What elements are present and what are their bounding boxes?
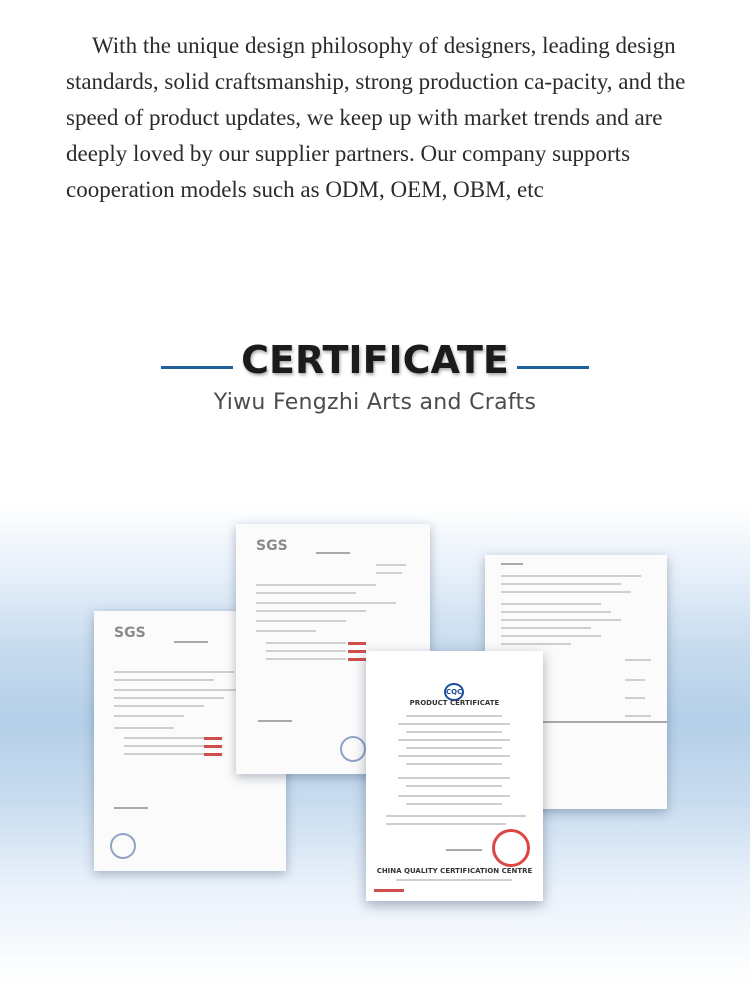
doc-line [406, 747, 502, 749]
title-rule-right [517, 366, 589, 369]
certificate-subtitle: Yiwu Fengzhi Arts and Crafts [213, 390, 537, 415]
sgs-stamp [340, 736, 366, 762]
doc-line [256, 592, 356, 594]
cqc-certificate-title: PRODUCT CERTIFICATE [409, 699, 500, 707]
signature-line [114, 807, 148, 809]
doc-line [114, 671, 234, 673]
intro-paragraph: With the unique design philosophy of designers, leading design standards, solid craftsmanship, strong production ca-pacity, and the speed of product updates, we keep up with market trends and are deeply loved by our supplier partners. Our company supports cooperation models such as ODM, OEM, OBM, etc [66, 33, 686, 202]
doc-line [501, 591, 631, 593]
doc-line [256, 584, 376, 586]
doc-line [316, 552, 350, 554]
doc-line [501, 583, 621, 585]
doc-line [406, 763, 502, 765]
sgs-logo: SGS [256, 538, 288, 554]
cqc-product-certificate [366, 651, 543, 901]
doc-line [256, 602, 396, 604]
doc-line [266, 642, 346, 644]
doc-line [625, 715, 651, 717]
doc-line [114, 697, 224, 699]
redmark [204, 745, 222, 748]
certificate-header [0, 338, 750, 415]
doc-line [386, 815, 526, 817]
doc-line [501, 619, 621, 621]
doc-line [398, 739, 510, 741]
doc-line [501, 575, 641, 577]
cqc-footer-title: CHINA QUALITY CERTIFICATION CENTRE [376, 867, 533, 875]
doc-line [266, 650, 346, 652]
doc-line [396, 879, 512, 881]
serial-number-mark [374, 889, 404, 892]
doc-line [501, 627, 591, 629]
doc-line [501, 643, 571, 645]
certificate-title-row [0, 338, 750, 382]
doc-line [398, 755, 510, 757]
doc-line [501, 563, 523, 565]
redmark [348, 650, 366, 653]
sgs-stamp [110, 833, 136, 859]
doc-line [398, 723, 510, 725]
doc-line [406, 715, 502, 717]
doc-line [174, 641, 208, 643]
doc-line [398, 777, 510, 779]
sgs-logo: SGS [114, 625, 146, 641]
doc-line [501, 611, 611, 613]
cqc-red-stamp [492, 829, 530, 867]
doc-line [398, 795, 510, 797]
signature-line [446, 849, 482, 851]
doc-line [501, 603, 601, 605]
doc-line [376, 564, 406, 566]
doc-line [266, 658, 346, 660]
doc-line [114, 715, 184, 717]
signature-line [258, 720, 292, 722]
doc-line [256, 620, 346, 622]
title-rule-left [161, 366, 233, 369]
doc-line [114, 689, 254, 691]
doc-line [386, 823, 506, 825]
redmark [204, 737, 222, 740]
redmark [348, 642, 366, 645]
doc-line [406, 803, 502, 805]
doc-line [376, 572, 402, 574]
redmark [348, 658, 366, 661]
doc-line [256, 630, 316, 632]
doc-line [114, 679, 214, 681]
doc-line [406, 731, 502, 733]
doc-line [124, 737, 204, 739]
doc-line [625, 679, 645, 681]
certificate-title: CERTIFICATE [241, 338, 509, 382]
doc-line [124, 745, 204, 747]
cqc-logo: CQC [444, 683, 464, 701]
doc-line [501, 635, 601, 637]
doc-line [114, 727, 174, 729]
doc-line [625, 697, 645, 699]
redmark [204, 753, 222, 756]
doc-line [114, 705, 204, 707]
doc-line [124, 753, 204, 755]
doc-line [625, 659, 651, 661]
doc-line [406, 785, 502, 787]
doc-line [256, 610, 366, 612]
